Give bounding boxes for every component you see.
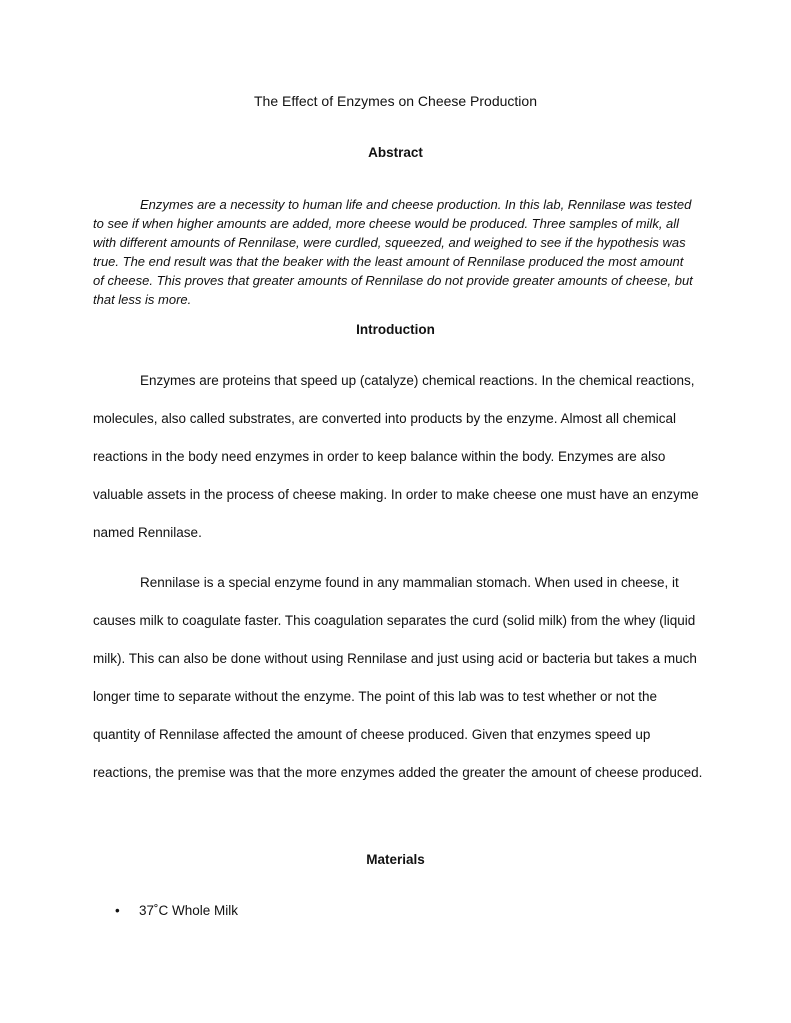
introduction-heading: Introduction — [356, 322, 435, 337]
abstract-heading: Abstract — [368, 145, 423, 160]
materials-item-text: 37˚C Whole Milk — [139, 903, 239, 918]
document-title: The Effect of Enzymes on Cheese Production — [253, 93, 537, 109]
introduction-paragraph-2: Rennilase is a special enzyme found in any mammalian stomach. When used in cheese, it causes milk to coagulate faster. This coagulation separates the curd (solid milk) from the whey (liquid milk). This can also be done without using Rennilase and just using acid or bacteria but takes a much longer time to separate without the enzyme. The point of this lab was to test whether or not the quantity of Rennilase affected the amount of cheese produced. Given that enzymes speed up reactions, the premise was that the more enzymes added the greater the amount of cheese produced. — [93, 575, 703, 780]
introduction-paragraph-1: Enzymes are proteins that speed up (catalyze) chemical reactions. In the chemical reactions, molecules, also called substrates, are converted into products by the enzyme. Almost all chemical reactions in the body need enzymes in order to keep balance within the body. Enzymes are also valuable assets in the process of cheese making. In order to make cheese one must have an enzyme named Rennilase. — [93, 373, 699, 540]
materials-list-item — [93, 903, 238, 918]
abstract-text: Enzymes are a necessity to human life and cheese production. In this lab, Rennilase was tested to see if when higher amounts are added, more cheese would be produced. Three samples of milk, all with different amounts of Rennilase, were curdled, squeezed, and weighed to see if the hypothesis was true. The end result was that the beaker with the least amount of Rennilase produced the most amount of cheese. This proves that greater amounts of Rennilase do not provide greater amounts of cheese, but that less is more. — [93, 197, 693, 307]
materials-list — [93, 903, 238, 918]
bullet-icon: • — [115, 903, 120, 918]
materials-heading: Materials — [366, 852, 425, 867]
